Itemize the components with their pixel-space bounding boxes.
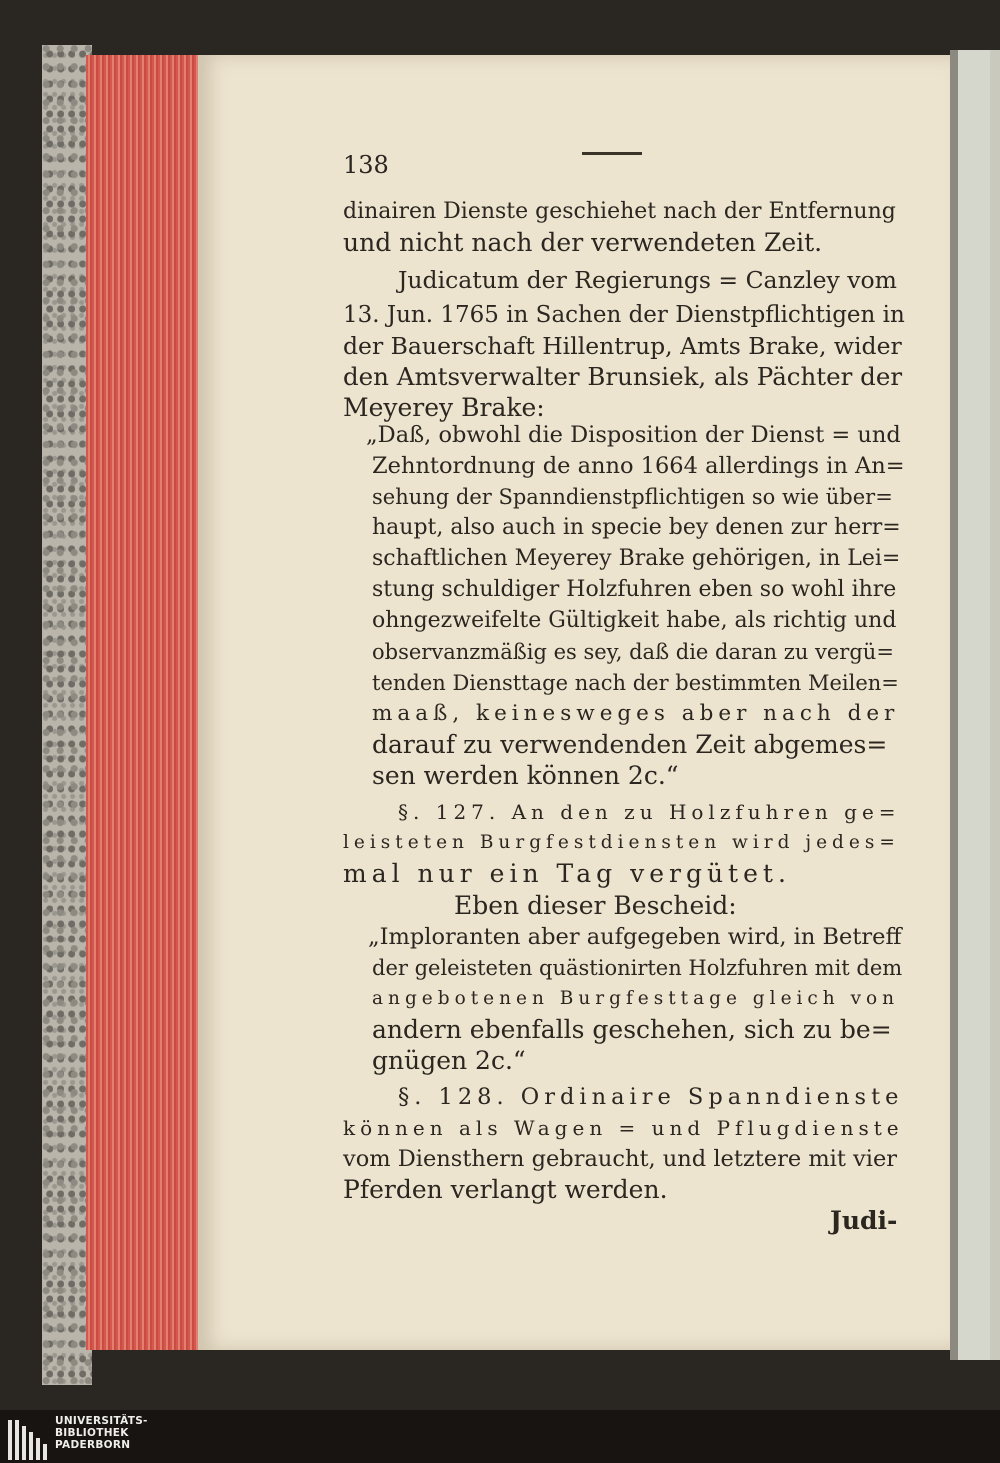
text-line: schaftlichen Meyerey Brake gehörigen, in Lei=: [372, 546, 901, 571]
text-line: „Imploranten aber aufgegeben wird, in Betreff: [368, 924, 902, 950]
text-line: §. 128. Ordinaire Spanndienste: [398, 1084, 904, 1110]
text-line: leisteten Burgfestdiensten wird jedes=: [343, 832, 900, 853]
library-logo-icon: [8, 1414, 48, 1460]
text-line: sehung der Spanndienstpflichtigen so wie über=: [372, 485, 893, 509]
text-line: Pferden verlangt werden.: [343, 1175, 668, 1204]
page-number: 138: [343, 151, 389, 179]
text-line: Judicatum der Regierungs = Canzley vom: [398, 266, 897, 294]
text-line: Meyerey Brake:: [343, 393, 545, 422]
text-line: darauf zu verwendenden Zeit abgemes=: [372, 730, 888, 759]
text-line: andern ebenfalls geschehen, sich zu be=: [372, 1015, 892, 1044]
text-line: stung schuldiger Holzfuhren eben so wohl ihre: [372, 577, 897, 602]
footer-bar: [0, 1410, 1000, 1463]
book-cover-edge: [42, 45, 92, 1385]
facing-page-edge: [950, 50, 1000, 1360]
text-line: den Amtsverwalter Brunsiek, als Pächter der: [343, 362, 903, 391]
text-line: „Daß, obwohl die Disposition der Dienst = und: [366, 422, 901, 448]
text-line: Eben dieser Bescheid:: [454, 891, 737, 920]
text-line: mal nur ein Tag vergütet.: [343, 859, 791, 888]
text-line: angebotenen Burgfesttage gleich von: [372, 988, 900, 1009]
text-line: tenden Diensttage nach der bestimmten Meilen=: [372, 671, 899, 695]
library-name-line: PADERBORN: [55, 1439, 131, 1451]
text-line: sen werden können 2c.“: [372, 761, 679, 790]
text-line: vom Diensthern gebraucht, und letztere mit vier: [343, 1146, 898, 1172]
header-rule: [582, 152, 642, 155]
text-line: maaß, keinesweges aber nach der: [372, 701, 900, 726]
text-line: Zehntordnung de anno 1664 allerdings in An=: [372, 453, 905, 479]
text-line: gnügen 2c.“: [372, 1046, 526, 1075]
text-line: dinairen Dienste geschiehet nach der Entfernung: [343, 199, 896, 224]
text-line: 13. Jun. 1765 in Sachen der Dienstpflichtigen in: [343, 302, 905, 328]
library-name-line: BIBLIOTHEK: [55, 1427, 129, 1439]
library-logo-text: [55, 1415, 148, 1451]
red-page-edges: [86, 55, 204, 1350]
text-line: können als Wagen = und Pflugdienste: [343, 1116, 904, 1140]
text-line: der Bauerschaft Hillentrup, Amts Brake, wider: [343, 332, 902, 360]
catchword: Judi-: [830, 1206, 898, 1235]
text-line: §. 127. An den zu Holzfuhren ge=: [398, 800, 901, 824]
text-line: ohngezweifelte Gültigkeit habe, als richtig und: [372, 608, 897, 633]
text-line: haupt, also auch in specie bey denen zur herr=: [372, 515, 901, 540]
text-line: observanzmäßig es sey, daß die daran zu vergü=: [372, 640, 894, 664]
library-name-line: UNIVERSITÄTS-: [55, 1415, 148, 1427]
text-line: und nicht nach der verwendeten Zeit.: [343, 228, 823, 257]
text-line: der geleisteten quästionirten Holzfuhren mit dem: [372, 956, 903, 980]
